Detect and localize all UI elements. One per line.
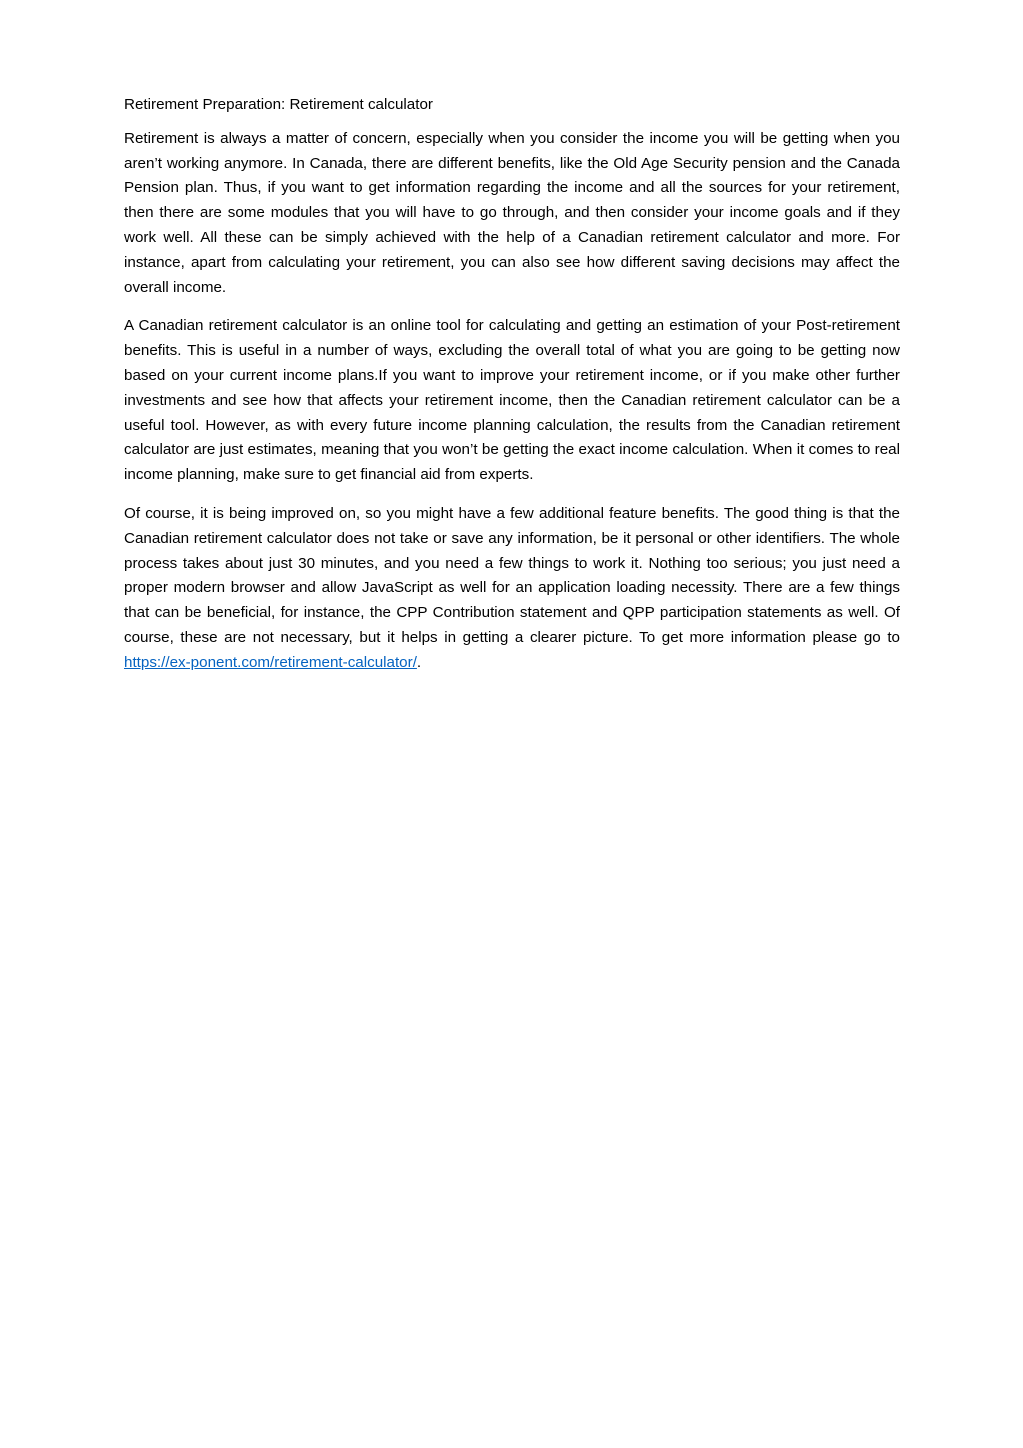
retirement-calculator-link[interactable]: https://ex-ponent.com/retirement-calculator/ (124, 653, 417, 671)
paragraph-1: Retirement is always a matter of concern, especially when you consider the income you will be getting when you aren’t working anymore. In Canada, there are different benefits, like the Old Age Security pension and the Canada Pension plan. Thus, if you want to get information regarding the income and all the sources for your retirement, then there are some modules that you will have to go through, and then consider your income goals and if they work well. All these can be simply achieved with the help of a Canadian retirement calculator and more. For instance, apart from calculating your retirement, you can also see how different saving decisions may affect the overall income. (124, 129, 900, 296)
paragraph-3 (124, 502, 900, 676)
document-body (124, 93, 900, 690)
paragraph-3-period: . (416, 653, 422, 671)
paragraph-3-text: Of course, it is being improved on, so you might have a few additional feature benefits. The good thing is that the Canadian retirement calculator does not take or save any information, be it personal or other identifiers. The whole process takes about just 30 minutes, and you need a few things to work it. Nothing too serious; you just need a proper modern browser and allow JavaScript as well for an application loading necessity. There are a few things that can be beneficial, for instance, the CPP Contribution statement and QPP participation statements as well. Of course, these are not necessary, but it helps in getting a clearer picture. To get more information please go to (124, 504, 900, 646)
paragraph-2: A Canadian retirement calculator is an online tool for calculating and getting an estimation of your Post-retirement benefits. This is useful in a number of ways, excluding the overall total of what you are going to be getting now based on your current income plans.If you want to improve your retirement income, or if you make other further investments and see how that affects your retirement income, then the Canadian retirement calculator can be a useful tool. However, as with every future income planning calculation, the results from the Canadian retirement calculator are just estimates, meaning that you won’t be getting the exact income calculation. When it comes to real income planning, make sure to get financial aid from experts. (124, 317, 900, 484)
document-title: Retirement Preparation: Retirement calculator (124, 96, 433, 113)
